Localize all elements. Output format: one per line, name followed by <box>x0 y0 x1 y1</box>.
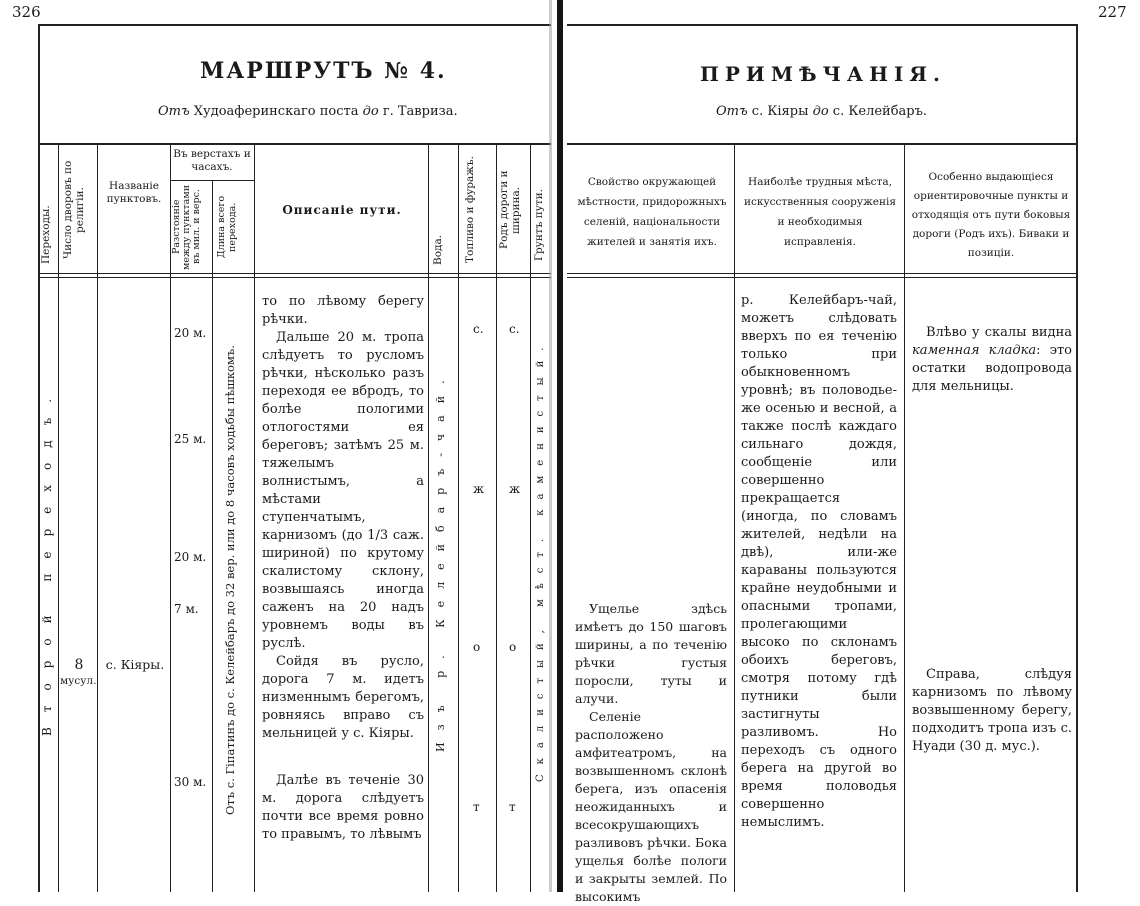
col-sep <box>58 145 59 892</box>
header-perekhody: Переходы. <box>40 205 52 265</box>
transition-label: Второй переходъ. <box>40 383 54 737</box>
notes-para <box>912 324 1072 396</box>
right-header-divider <box>567 273 1078 274</box>
households-note: мусул. <box>60 675 97 687</box>
header-opisanie: Описаніе пути. <box>282 203 402 217</box>
right-frame-top <box>567 24 1077 26</box>
notes-para: Справа, слѣдуя карнизомъ по лѣвому возвышенному берегу, подходитъ тропа изъ с. Нуади (30 д. мус.). <box>912 667 1072 754</box>
header-v-verstakh: Въ верстахъ и часахъ. <box>173 148 251 173</box>
right-subtitle <box>716 104 927 119</box>
distance-2: 25 м. <box>174 432 207 446</box>
col-sep <box>428 145 429 892</box>
right-title-divider <box>567 143 1078 145</box>
subtitle-place-2: с. Келейбаръ. <box>832 104 928 119</box>
road-top: с. <box>509 322 520 336</box>
water-vertical: Изъ р. Келейбаръ-чай. <box>434 368 447 752</box>
left-page-number: 326 <box>12 3 41 21</box>
header-dlina: Длина всего перехода. <box>216 195 238 259</box>
fuel-top: с. <box>473 322 484 336</box>
landmark-text-c: : это остатки водопровода для мельницы. <box>912 343 1072 394</box>
distance-5: 30 м. <box>174 775 207 789</box>
route-description-continued <box>262 772 424 844</box>
header-chislo-dvorov: Число дворовъ по религіи. <box>62 160 86 260</box>
header-grunt: Грунтъ пути. <box>533 189 545 261</box>
subtitle-place-2: г. Тавриза. <box>382 104 458 119</box>
landmark-text-b: каменная кладка <box>912 343 1037 358</box>
subtitle-place-1: Худоаферинскаго поста <box>193 104 359 119</box>
right-col2-text <box>741 292 897 832</box>
fuel-bot: о <box>473 640 481 654</box>
header-nazvanie: Названіе пунктовъ. <box>106 180 162 205</box>
description-para: то по лѣвому берегу рѣчки. <box>262 294 424 327</box>
subtitle-from: Отъ <box>158 104 190 119</box>
left-subtitle <box>158 104 458 119</box>
right-col2-header: Наиболѣе трудныя мѣста, искусственныя сооруженія и необходимыя исправленія. <box>744 176 896 248</box>
left-title: МАРШРУТЪ № 4. <box>200 58 447 84</box>
notes-para: Селеніе расположено амфитеатромъ, на возвышенномъ склонѣ берега, изъ опасенія неожиданныхъ и всесокрушающихъ разливовъ рѣчки. Бока ущелья болѣе пологи и закрыты землей. По высокимъ <box>575 709 727 904</box>
distance-1: 20 м. <box>174 326 207 340</box>
col-sep <box>254 145 255 892</box>
left-header-divider <box>38 273 551 274</box>
col-sep <box>170 145 171 892</box>
right-col3-text-2 <box>912 666 1072 756</box>
households-count: 8 <box>74 657 84 673</box>
fuel-t: т <box>473 800 480 814</box>
col-sep <box>170 180 254 181</box>
road-mid: ж <box>509 482 521 496</box>
header-rod-dorogi: Родъ дороги и ширина. <box>498 170 522 250</box>
distance-4: 7 м. <box>174 602 199 616</box>
right-col-sep <box>904 145 905 892</box>
subtitle-place-1: с. Кіяры <box>751 104 809 119</box>
col-sep <box>458 145 459 892</box>
spine-shadow <box>549 0 552 892</box>
point-name: с. Кіяры. <box>105 657 165 672</box>
landmark-text-a: Влѣво у скалы видна <box>926 325 1072 340</box>
subtitle-to: до <box>362 104 379 119</box>
right-header-divider-2 <box>567 277 1078 278</box>
left-frame-top <box>38 24 551 26</box>
right-page-number: 227 <box>1098 3 1127 21</box>
right-frame-right <box>1076 24 1078 892</box>
right-col3-text-1 <box>912 324 1072 396</box>
col-sep <box>97 145 98 892</box>
header-toplivo: Топливо и фуражъ. <box>464 156 476 264</box>
right-col3-header: Особенно выдающіеся ориентировочные пункты и отходящія отъ пути боковыя дороги (Родъ ихъ). Биваки и позиціи. <box>911 171 1071 259</box>
subtitle-to: до <box>812 104 829 119</box>
header-rasstoyanie: Разстояніе между пунктами въ мил. и верс. <box>171 184 202 270</box>
description-para: Дальше 20 м. тропа слѣдуетъ то русломъ рѣчки, нѣсколько разъ переходя ее вбродъ, то болѣе пологими отлогостями ея береговъ; затѣмъ 25 м. тяжелымъ волнистымъ, а мѣстами ступенчатымъ, карнизомъ (до 1/3 саж. шириной) по крутому скалистому склону, возвышаясь иногда саженъ на 20 надъ уровнемъ воды въ руслѣ. <box>262 330 424 651</box>
right-col-sep <box>734 145 735 892</box>
col-sep <box>530 145 531 892</box>
subtitle-from: Отъ <box>716 104 748 119</box>
left-title-divider <box>38 143 551 145</box>
notes-para: р. Келейбаръ-чай, можетъ слѣдовать вверхъ по ея теченію только при обыкновенномъ уровнѣ; въ половодье-же осенью и весной, а также послѣ каждаго сильнаго дождя, сообщеніе или совершенно прекращается (иногда, по словамъ жителей, недѣли на двѣ), или-же караваны пользуются крайне неудобными и опасными тропами, пролегающими высоко по склонамъ обоихъ береговъ, смотря потому гдѣ путники были застигнуты разливомъ. Но переходъ съ одного берега на другой во время половодья совершенно немыслимъ. <box>741 293 897 830</box>
right-col1-header: Свойство окружающей мѣстности, придорожныхъ селеній, національности жителей и занятія ихъ. <box>577 176 727 248</box>
col-sep <box>212 180 213 892</box>
description-para: Далѣе въ теченіе 30 м. дорога слѣдуетъ почти все время ровно то правымъ, то лѣвымъ <box>262 773 424 842</box>
fuel-mid: ж <box>473 482 485 496</box>
right-col1-text <box>575 600 727 906</box>
length-vertical: Отъ с. Гіпатинъ до с. Келейбаръ до 32 вер. или до 8 часовъ ходьбы пѣшкомъ. <box>223 345 237 815</box>
left-header-divider-2 <box>38 277 551 278</box>
col-sep <box>496 145 497 892</box>
header-voda: Вода. <box>432 234 444 266</box>
right-title: ПРИМѢЧАНІЯ. <box>700 62 946 86</box>
distance-3: 20 м. <box>174 550 207 564</box>
notes-para: Ущелье здѣсь имѣетъ до 150 шаговъ ширины, а по теченію рѣчки густыя поросли, туты и алучи. <box>575 601 727 706</box>
description-para: Сойдя въ русло, дорога 7 м. идетъ низменнымъ берегомъ, ровняясь вправо съ мельницей у с. Кіяры. <box>262 654 424 741</box>
road-t: т <box>509 800 516 814</box>
ground-vertical: Скалистый, мѣст. каменистый. <box>535 337 546 783</box>
spine-edge <box>557 0 563 892</box>
road-bot: о <box>509 640 517 654</box>
route-description <box>262 293 424 743</box>
